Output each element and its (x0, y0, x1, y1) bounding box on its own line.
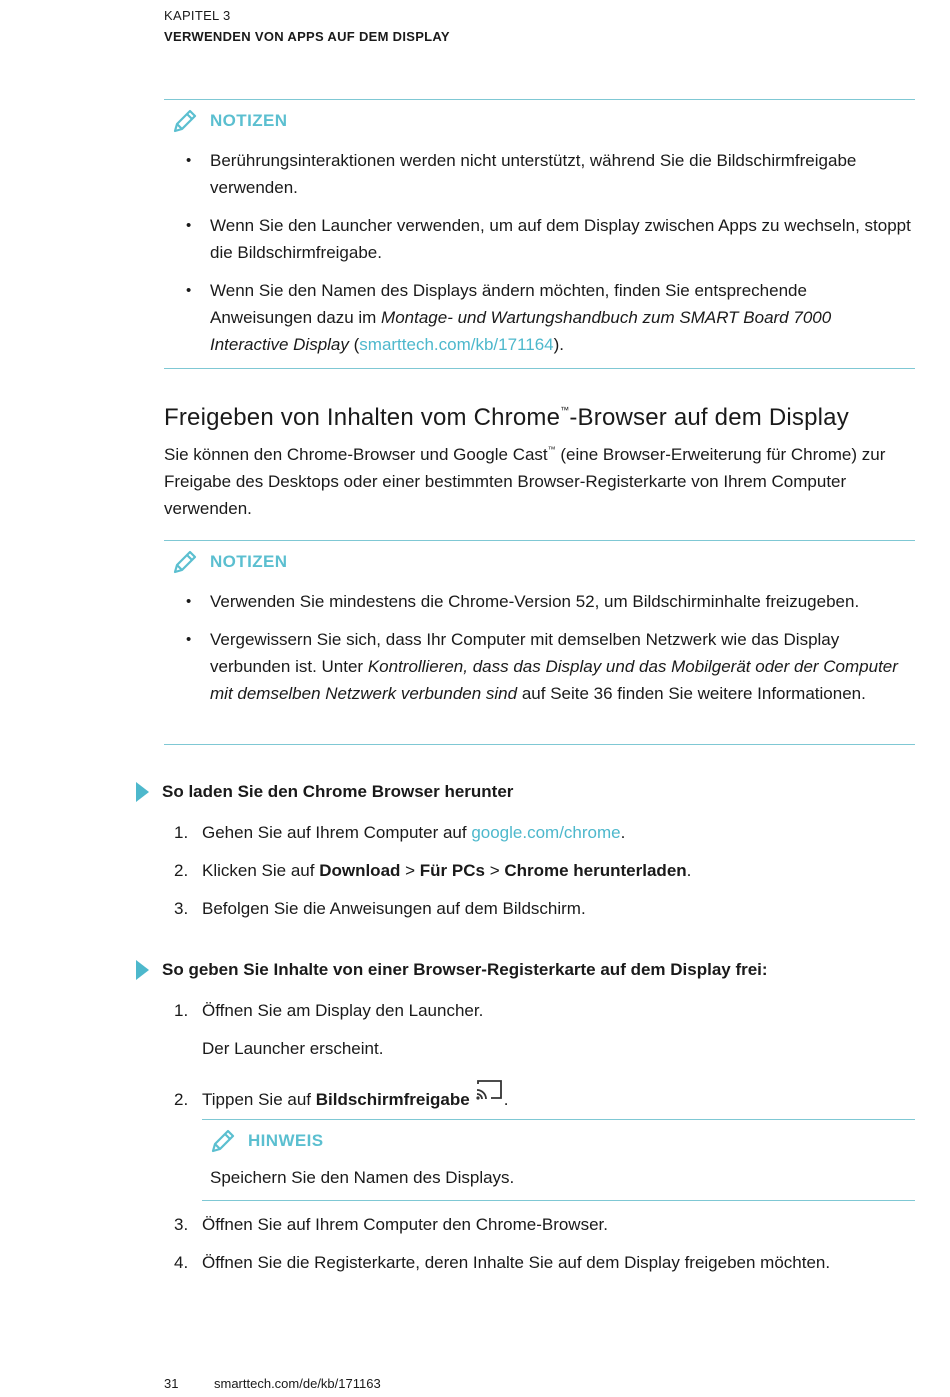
procedure-header (136, 782, 513, 802)
notes-label: NOTIZEN (210, 552, 288, 571)
kb-link[interactable]: smarttech.com/kb/171164 (359, 335, 554, 354)
pencil-icon (172, 549, 198, 575)
notes-header (172, 549, 287, 575)
list-item: • Vergewissern Sie sich, dass Ihr Computer mit demselben Netzwerk wie das Display verbunden ist. Unter Kontrollieren, dass das Display und das Mobilgerät oder der Computer mit demselben Netzwerk verbunden sind auf Seite 36 finden Sie weitere Informationen. (186, 626, 911, 707)
step-result: Der Launcher erscheint. (202, 1039, 384, 1058)
pencil-icon (172, 108, 198, 134)
divider (164, 368, 915, 369)
procedure-step: 4. Öffnen Sie die Registerkarte, deren Inhalte Sie auf dem Display freigeben möchten. (174, 1253, 831, 1272)
notes-label: NOTIZEN (210, 111, 288, 130)
notes-list (186, 147, 911, 369)
footer-url[interactable]: smarttech.com/de/kb/171163 (214, 1376, 381, 1391)
divider (202, 1200, 915, 1201)
list-item: • Verwenden Sie mindestens die Chrome-Version 52, um Bildschirminhalte freizugeben. (186, 588, 911, 615)
chapter-title: VERWENDEN VON APPS AUF DEM DISPLAY (164, 29, 450, 44)
list-item: • Wenn Sie den Launcher verwenden, um auf dem Display zwischen Apps zu wechseln, stoppt die Bildschirmfreigabe. (186, 212, 911, 266)
section-heading: Freigeben von Inhalten vom Chrome™-Browser auf dem Display (164, 404, 849, 431)
triangle-arrow-icon (136, 782, 149, 802)
hint-header (210, 1128, 324, 1154)
divider (164, 744, 915, 745)
divider (202, 1119, 915, 1120)
procedure-header (136, 960, 768, 980)
procedure-step: 1. Öffnen Sie am Display den Launcher. (174, 1001, 484, 1020)
triangle-arrow-icon (136, 960, 149, 980)
chapter-label: KAPITEL 3 (164, 8, 231, 23)
procedure-step: 3. Öffnen Sie auf Ihrem Computer den Chrome-Browser. (174, 1215, 608, 1234)
divider (164, 540, 915, 541)
hint-label: HINWEIS (248, 1131, 324, 1150)
pencil-icon (210, 1128, 236, 1154)
procedure-step: 2. Klicken Sie auf Download > Für PCs > Chrome herunterladen. (174, 861, 692, 880)
chrome-link[interactable]: google.com/chrome (471, 823, 621, 842)
procedure-step: 1. Gehen Sie auf Ihrem Computer auf google.com/chrome. (174, 823, 626, 842)
manual-title: Montage- und Wartungshandbuch zum SMART Board 7000 Interactive Display (210, 308, 832, 354)
procedure-step: 3. Befolgen Sie die Anweisungen auf dem Bildschirm. (174, 899, 586, 918)
page-number: 31 (164, 1376, 179, 1391)
procedure-title: So laden Sie den Chrome Browser herunter (162, 782, 514, 801)
cast-icon (474, 1077, 504, 1103)
cross-reference[interactable]: Kontrollieren, dass das Display und das Mobilgerät oder der Computer mit demselben Netzwerk verbunden sind (210, 657, 898, 703)
notes-header (172, 108, 287, 134)
notes-list (186, 588, 911, 718)
procedure-title: So geben Sie Inhalte von einer Browser-Registerkarte auf dem Display frei: (162, 960, 768, 979)
procedure-step: 2. Tippen Sie auf Bildschirmfreigabe . (174, 1077, 508, 1113)
hint-text: Speichern Sie den Namen des Displays. (210, 1168, 515, 1187)
section-paragraph: Sie können den Chrome-Browser und Google Cast™ (eine Browser-Erweiterung für Chrome) zur Freigabe des Desktops oder einer bestimmten Browser-Registerkarte von Ihrem Computer verwenden. (164, 445, 886, 518)
list-item: • Wenn Sie den Namen des Displays ändern möchten, finden Sie entsprechende Anweisungen dazu im Montage- und Wartungshandbuch zum SMART Board 7000 Interactive Display (smarttech.com/kb/171164). (186, 277, 911, 358)
list-item: • Berührungsinteraktionen werden nicht unterstützt, während Sie die Bildschirmfreigabe verwenden. (186, 147, 911, 201)
divider (164, 99, 915, 100)
